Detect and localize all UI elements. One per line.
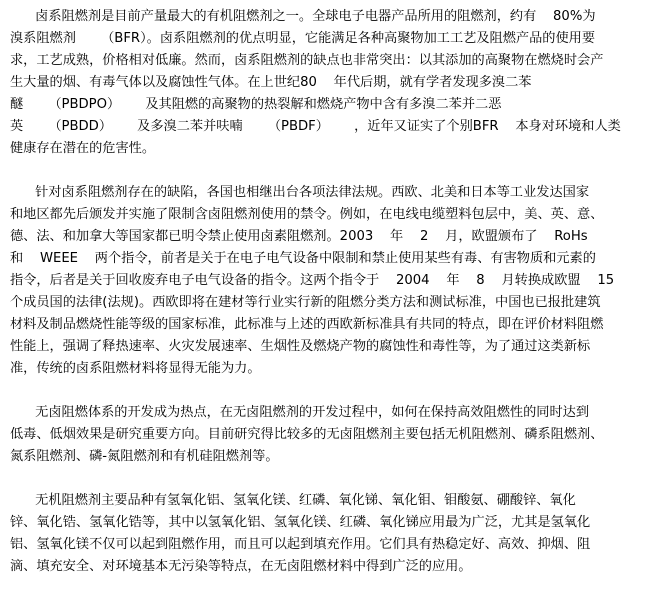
text-line: 求，工艺成熟，价格相对低廉。然而，卤系阻燃剂的缺点也非常突出：以其添加的高聚物在燃烧时会产 [10, 53, 604, 68]
paragraph-spacer [10, 380, 648, 402]
text-line: 卤系阻燃剂是目前产量最大的有机阻燃剂之一。全球电子电器产品所用的阻燃剂，约有 80%为 [10, 9, 596, 24]
paragraph-regulations [10, 182, 648, 380]
text-line: 健康存在潜在的危害性。 [10, 141, 156, 156]
text-line: 溴系阻燃剂 （BFR）。卤系阻燃剂的优点明显，它能满足各种高聚物加工工艺及阻燃产品的使用要 [10, 31, 596, 46]
text-line: 针对卤系阻燃剂存在的缺陷，各国也相继出台各项法律法规。西欧、北美和日本等工业发达国家 [10, 185, 590, 200]
paragraph-spacer [10, 160, 648, 182]
text-line: 性能上，强调了释热速率、火灾发展速率、生烟性及燃烧产物的腐蚀性和毒性等，为了通过这类新标 [10, 339, 591, 354]
text-line: 低毒、低烟效果是研究重要方向。目前研究得比较多的无卤阻燃剂主要包括无机阻燃剂、磷系阻燃剂、 [10, 427, 604, 442]
paragraph-inorganic-flame-retardants [10, 490, 648, 578]
document-page [10, 6, 648, 578]
text-line: 和地区都先后颁发并实施了限制含卤阻燃剂使用的禁令。例如，在电线电缆塑料包层中，美、英、意、 [10, 207, 604, 222]
text-line: 无卤阻燃体系的开发成为热点，在无卤阻燃剂的开发过程中，如何在保持高效阻燃性的同时达到 [10, 405, 590, 420]
text-line: 铝、氢氧化镁不仅可以起到阻燃作用，而且可以起到填充作用。它们具有热稳定好、高效、抑烟、阻 [10, 537, 591, 552]
text-line: 准，传统的卤系阻燃材料将显得无能为力。 [10, 361, 261, 376]
paragraph-spacer [10, 468, 648, 490]
paragraph-halogen-flame-retardants [10, 6, 648, 160]
text-line: 材料及制品燃烧性能等级的国家标准，此标准与上述的西欧新标准具有共同的特点，即在评价材料阻燃 [10, 317, 604, 332]
text-line: 英 （PBDD） 及多溴二苯并呋喃 （PBDF） ，近年又证实了个别BFR 本身对环境和人类 [10, 119, 621, 134]
text-line: 指令，后者是关于回收废弃电子电气设备的指令。这两个指令于 2004 年 8 月转换成欧盟 15 [10, 273, 615, 288]
paragraph-halogen-free-systems [10, 402, 648, 468]
text-line: 德、法、和加拿大等国家都已明令禁止使用卤素阻燃剂。2003 年 2 月，欧盟颁布了 RoHs [10, 229, 588, 244]
text-line: 醚 （PBDPO） 及其阻燃的高聚物的热裂解和燃烧产物中含有多溴二苯并二恶 [10, 97, 502, 112]
text-line: 个成员国的法律(法规)。西欧即将在建材等行业实行新的阻燃分类方法和测试标准，中国也已报批建筑 [10, 295, 601, 310]
text-line: 滴、填充安全、对环境基本无污染等特点，在无卤阻燃材料中得到广泛的应用。 [10, 559, 472, 574]
text-line: 生大量的烟、有毒气体以及腐蚀性气体。在上世纪80 年代后期，就有学者发现多溴二苯 [10, 75, 532, 90]
text-line: 和 WEEE 两个指令，前者是关于在电子电气设备中限制和禁止使用某些有毒、有害物质和元素的 [10, 251, 596, 266]
text-line: 锌、氧化锆、氢氧化锆等，其中以氢氧化铝、氢氧化镁、红磷、氧化锑应用最为广泛，尤其是氢氧化 [10, 515, 591, 530]
text-line: 氮系阻燃剂、磷-氮阻燃剂和有机硅阻燃剂等。 [10, 449, 279, 464]
text-line: 无机阻燃剂主要品种有氢氧化铝、氢氧化镁、红磷、氧化锑、氧化钼、钼酸氨、硼酸锌、氧化 [10, 493, 576, 508]
